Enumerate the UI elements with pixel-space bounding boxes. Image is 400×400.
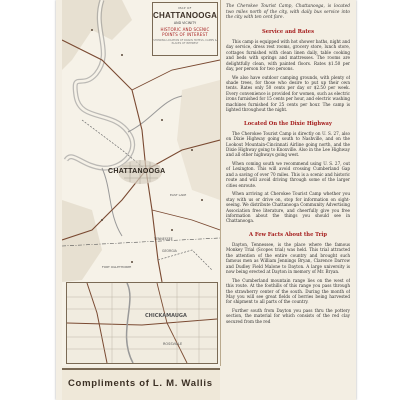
article-column xyxy=(226,2,350,398)
chattanooga-map xyxy=(62,0,221,366)
map-title-line1: MAP OF xyxy=(178,6,192,10)
map-title-line3: AND VICINITY xyxy=(173,21,197,25)
paragraph: We also have outdoor camping grounds, with plenty of shade trees, for those who desire to put up their own tents. Rates only 50 cents per day or $2.50 per week. Every convenience is provided for women, such as electric irons furnished for 15 cents per hour, and electric washing machines furnished for 25 cents per hour. The camp is lighted throughout the night. xyxy=(226,74,350,113)
map-title-fine: SHOWING LOCATION OF ROADS HOTELS, CAMPS & PLACES OF INTEREST xyxy=(153,39,217,45)
map-title-main: CHATTANOOGA xyxy=(153,11,218,20)
label-georgia: GEORGIA xyxy=(162,249,177,253)
brochure-page xyxy=(56,0,356,400)
label-east-lake: EAST LAKE xyxy=(170,193,187,197)
label-chickamauga: CHICKAMAUGA xyxy=(145,313,187,319)
heading-service-rates: Service and Rates xyxy=(261,28,314,35)
paragraph: This camp is equipped with hot shower baths, night and day service, dress rest rooms, grocery store, lunch store, cottages furnished with clean linen daily, table cooking and beds with springs and mattresses. The rooms are delightfully clean, with painted floors. Rates $1.50 per day, per person for two persons. xyxy=(226,38,350,72)
map-title-line4: HISTORIC AND SCENIC xyxy=(160,27,210,32)
inset-map-drawing xyxy=(67,283,217,363)
paragraph: The Cherokee Tourist Camp is directly on U. S. 27, also on Dixie Highway going south to Nashville, and on the Lookout Mountain-Cincinnati Airline going north, and the Dixie Highway going to Knoxville. Also in the Lee Highway and all other highways going west. xyxy=(226,130,350,158)
city-label: CHATTANOOGA xyxy=(108,168,166,175)
heading-few-facts: A Few Facts About the Trip xyxy=(248,231,327,238)
map-title-line5: POINTS OF INTEREST xyxy=(162,32,208,37)
inset-map xyxy=(66,282,218,364)
paragraph: The Cumberland mountain range lies on the west of this route. At the foothills of this range you pass through the strawberry center of the south. During the month of May you will see great fields of berries being harvested for shipment to all parts of the country. xyxy=(226,277,350,305)
map-title-box xyxy=(152,2,218,56)
paragraph: Further south from Dayton you pass thru the pottery section, the material for which consists of the red clay secured from the red xyxy=(226,307,350,324)
label-fort-oglethorpe: FORT OGLETHORPE xyxy=(102,265,132,269)
paragraph: When arriving at Cherokee Tourist Camp whether you stay with us or drive on, stop for information on sight-seeing. We distribute Chattanooga Community Advertising Association free literature, and cheerfully give you free information about the things you should see in Chattanooga. xyxy=(226,191,350,224)
compliments-text: Compliments of L. M. Wallis xyxy=(68,378,213,389)
label-rossville: ROSSVILLE xyxy=(163,342,183,346)
heading-dixie-highway: Located On the Dixie Highway xyxy=(244,120,332,127)
compliments-banner xyxy=(62,368,220,400)
article-intro: The Cherokee Tourist Camp, Chattanooga, is located two miles north of the city, with daily bus service into the city with ten cent fare. xyxy=(226,4,350,21)
label-tennessee: TENNESSEE xyxy=(154,237,173,241)
paragraph: Dayton, Tennessee, is the place where the famous Monkey Trial (Scopes trial) was held. This trial attracted the attention of the entire country and brought such famous men as William Jennings Bryan, Clarence Darrow and Dudley Field Malone to Dayton. A large university is now being erected at Dayton in memory of Mr. Bryan. xyxy=(226,241,350,275)
paragraph: When coming south we recommend using U. S. 27, out of Lexington. This will avoid crossing Cumberland Gap and a saving of over 70 miles. This is a scenic and historic route and will avoid driving through some of the larger cities enroute. xyxy=(226,160,350,188)
